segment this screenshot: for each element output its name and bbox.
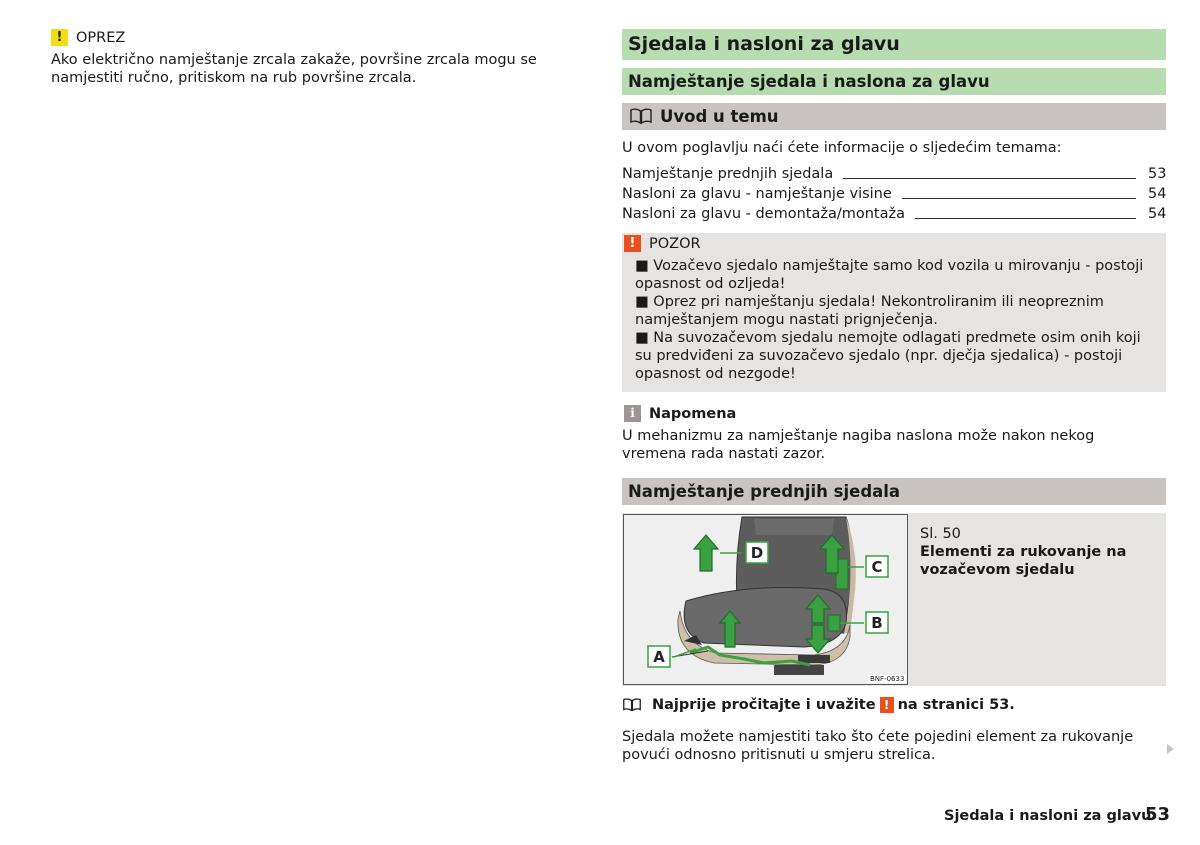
read-first-reference bbox=[622, 696, 1015, 714]
callout-a: A bbox=[653, 648, 665, 666]
warning-list bbox=[635, 257, 1155, 383]
figure-caption: Elementi za rukovanje na vozačevom sjedalu bbox=[920, 544, 1127, 578]
warning-icon: ! bbox=[624, 235, 641, 252]
body-paragraph: Sjedala možete namjestiti tako što ćete pojedini element za rukovanje povući odnosno pritisnuti u smjeru strelica. bbox=[622, 729, 1134, 763]
caution-icon: ! bbox=[51, 29, 68, 46]
front-seats-header: Namještanje prednjih sjedala bbox=[622, 478, 1166, 505]
toc-label: Namještanje prednjih sjedala bbox=[622, 166, 834, 182]
note-title: Napomena bbox=[649, 406, 737, 422]
intro-title: Uvod u temu bbox=[660, 107, 779, 126]
toc-row[interactable] bbox=[622, 165, 1166, 183]
reference-page-link[interactable]: na stranici 53. bbox=[897, 697, 1015, 713]
reference-text: Najprije pročitajte i uvažite bbox=[652, 697, 876, 713]
seat-drawing bbox=[624, 515, 907, 684]
toc-page: 53 bbox=[1148, 166, 1167, 182]
toc-label: Nasloni za glavu - namještanje visine bbox=[622, 186, 892, 202]
subsection-title: Namještanje sjedala i naslona za glavu bbox=[622, 68, 1166, 95]
figure-code: BNF-0633 bbox=[870, 675, 905, 683]
warning-icon: ! bbox=[880, 697, 894, 713]
info-icon: i bbox=[624, 405, 641, 422]
section-title: Sjedala i nasloni za glavu bbox=[622, 29, 1166, 60]
continue-arrow-icon bbox=[1167, 744, 1174, 754]
toc-page: 54 bbox=[1148, 186, 1167, 202]
book-icon bbox=[622, 698, 642, 712]
toc-leader bbox=[915, 218, 1136, 219]
footer-chapter-title: Sjedala i nasloni za glavu bbox=[944, 808, 1152, 824]
callout-b: B bbox=[871, 614, 883, 632]
toc-row[interactable] bbox=[622, 205, 1166, 223]
figure-number: Sl. 50 bbox=[920, 526, 961, 542]
callout-c: C bbox=[871, 558, 883, 576]
warning-title: POZOR bbox=[649, 236, 701, 252]
caution-text: Ako električno namještanje zrcala zakaže, površine zrcala mogu se namjestiti ručno, pritiskom na rub površine zrcala. bbox=[51, 52, 537, 86]
warning-item: ■ Na suvozačevom sjedalu nemojte odlagati predmete osim onih koji su predviđeni za suvozačevo sjedalo (npr. dječja sjedalica) - postoji opasnost od nezgode! bbox=[635, 330, 1141, 382]
toc-page: 54 bbox=[1148, 206, 1167, 222]
caution-title: OPREZ bbox=[76, 30, 126, 46]
toc-leader bbox=[902, 198, 1136, 199]
toc-row[interactable] bbox=[622, 185, 1166, 203]
intro-header bbox=[622, 103, 1166, 130]
warning-item: ■ Oprez pri namještanju sjedala! Nekontroliranim ili neopreznim namještanjem mogu nastati prignječenja. bbox=[635, 294, 1104, 328]
intro-text: U ovom poglavlju naći ćete informacije o sljedećim temama: bbox=[622, 140, 1062, 156]
warning-item: ■ Vozačevo sjedalo namještajte samo kod vozila u mirovanju - postoji opasnost od ozljeda! bbox=[635, 258, 1144, 292]
toc-label: Nasloni za glavu - demontaža/montaža bbox=[622, 206, 905, 222]
page-number: 53 bbox=[1145, 804, 1171, 825]
book-icon bbox=[629, 108, 653, 125]
callout-d: D bbox=[750, 544, 764, 562]
seat-illustration bbox=[623, 514, 908, 685]
toc-leader bbox=[843, 178, 1136, 179]
note-text: U mehanizmu za namještanje nagiba naslona može nakon nekog vremena rada nastati zazor. bbox=[622, 428, 1095, 462]
